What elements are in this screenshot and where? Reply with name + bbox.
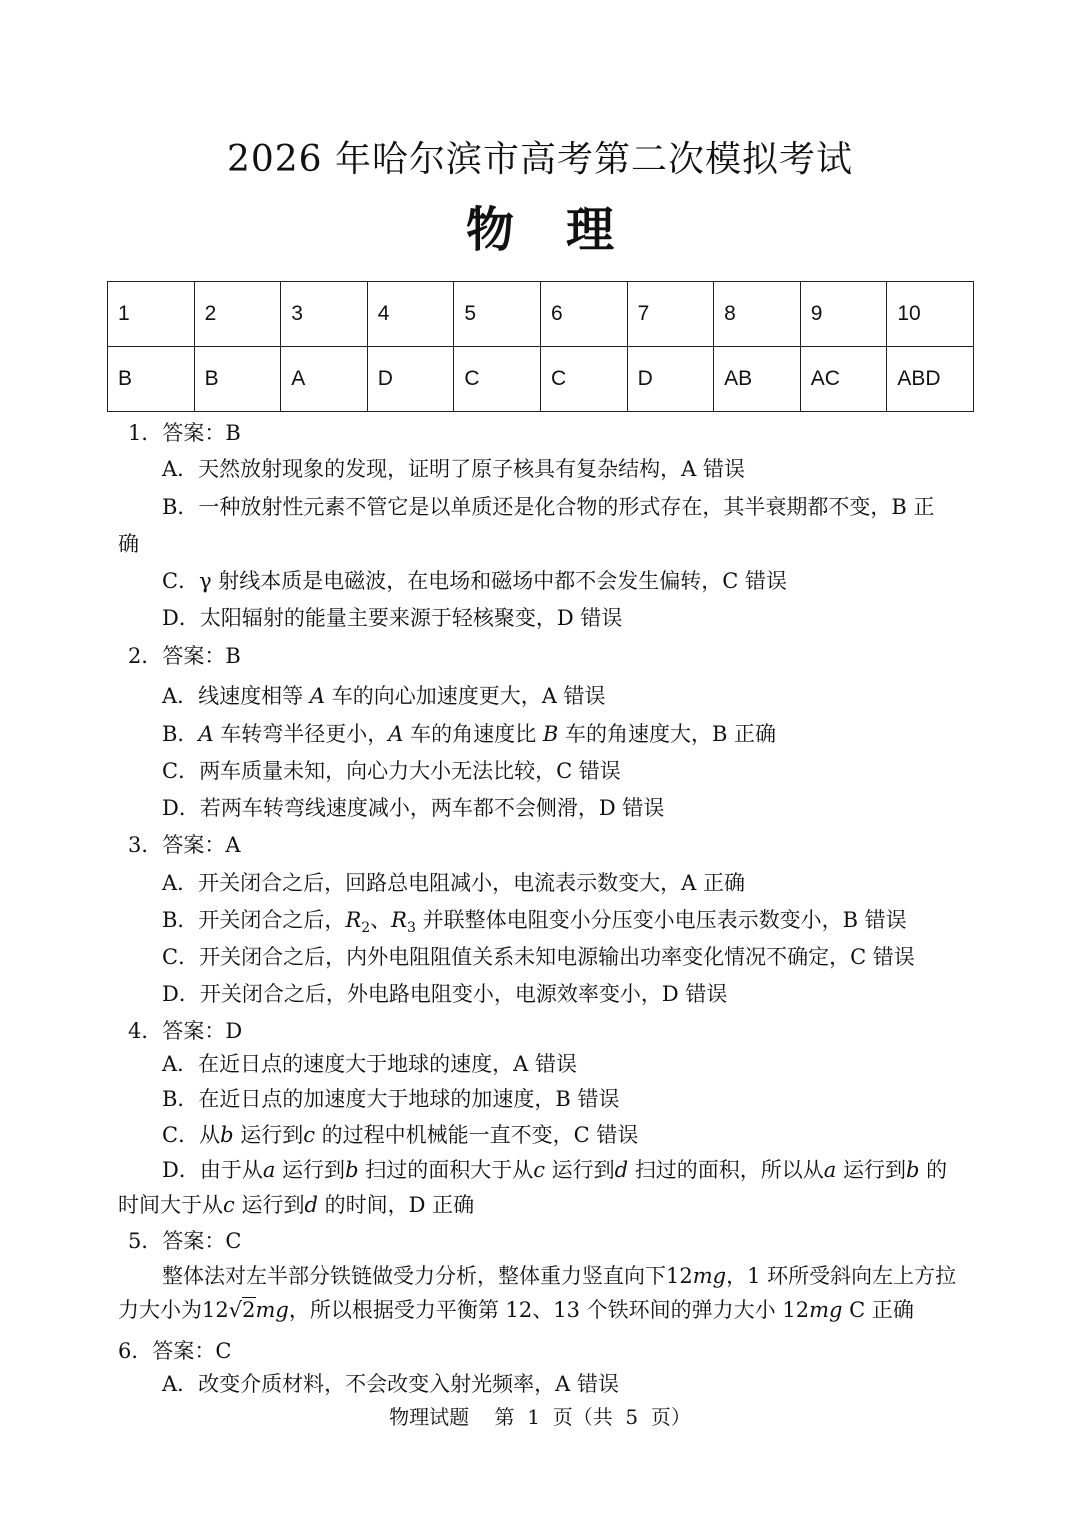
q1-option-b-line2: 确 — [118, 532, 139, 556]
question-number-cell: 4 — [367, 282, 454, 347]
question-number-cell: 7 — [627, 282, 714, 347]
q3-option-a: A．开关闭合之后，回路总电阻减小，电流表示数变大，A 正确 — [162, 871, 746, 895]
q4-answer-heading: 4．答案：D — [128, 1019, 243, 1043]
q6-option-a: A．改变介质材料，不会改变入射光频率，A 错误 — [162, 1372, 620, 1396]
question-number-cell: 9 — [800, 282, 887, 347]
answer-cell: C — [540, 347, 627, 412]
q2-option-d: D．若两车转弯线速度减小，两车都不会侧滑，D 错误 — [162, 796, 665, 820]
q2-option-a: A．线速度相等 A 车的向心加速度更大，A 错误 — [162, 684, 606, 708]
answer-cell: AC — [800, 347, 887, 412]
q2-option-b: B．A 车转弯半径更小，A 车的角速度比 B 车的角速度大，B 正确 — [162, 722, 777, 746]
answer-cell: A — [281, 347, 368, 412]
answer-cell: D — [367, 347, 454, 412]
q6-answer-heading: 6．答案：C — [118, 1339, 232, 1363]
q4-option-c: C．从b 运行到c 的过程中机械能一直不变，C 错误 — [162, 1123, 639, 1147]
question-number-cell: 3 — [281, 282, 368, 347]
q4-option-d-line1: D．由于从a 运行到b 扫过的面积大于从c 运行到d 扫过的面积，所以从a 运行到b 的 — [162, 1158, 948, 1182]
q4-option-d-line2: 时间大于从c 运行到d 的时间，D 正确 — [118, 1193, 475, 1217]
q2-answer-heading: 2．答案：B — [128, 644, 241, 668]
q1-option-a: A．天然放射现象的发现，证明了原子核具有复杂结构，A 错误 — [162, 457, 746, 481]
question-number-cell: 10 — [887, 282, 974, 347]
q3-option-c: C．开关闭合之后，内外电阻阻值关系未知电源输出功率变化情况不确定，C 错误 — [162, 945, 915, 969]
q1-option-c: C．γ 射线本质是电磁波，在电场和磁场中都不会发生偏转，C 错误 — [162, 569, 788, 593]
answer-table — [107, 281, 974, 412]
q4-option-a: A．在近日点的速度大于地球的速度，A 错误 — [162, 1052, 578, 1076]
q4-option-b: B．在近日点的加速度大于地球的加速度，B 错误 — [162, 1087, 620, 1111]
answer-cell: AB — [714, 347, 801, 412]
q5-explanation-line2: 力大小为12√2mg，所以根据受力平衡第 12、13 个铁环间的弹力大小 12mg C 正确 — [118, 1298, 914, 1322]
question-number-cell: 5 — [454, 282, 541, 347]
q1-option-b-line1: B．一种放射性元素不管它是以单质还是化合物的形式存在，其半衰期都不变，B 正 — [162, 495, 935, 519]
answer-cell: B — [108, 347, 195, 412]
question-number-cell: 1 — [108, 282, 195, 347]
q2-option-c: C．两车质量未知，向心力大小无法比较，C 错误 — [162, 759, 621, 783]
answer-cell: B — [194, 347, 281, 412]
page-footer: 物理试题 第 1 页（共 5 页） — [389, 1405, 691, 1429]
q1-option-d: D．太阳辐射的能量主要来源于轻核聚变，D 错误 — [162, 606, 623, 630]
question-number-cell: 2 — [194, 282, 281, 347]
answer-cell: C — [454, 347, 541, 412]
answer-table-number-row — [108, 282, 974, 347]
answer-cell: D — [627, 347, 714, 412]
answer-cell: ABD — [887, 347, 974, 412]
answer-table-answer-row — [108, 347, 974, 412]
sqrt-symbol: √ — [228, 1298, 243, 1322]
exam-title: 2026 年哈尔滨市高考第二次模拟考试 — [226, 139, 854, 180]
subject-char-1: 物 — [465, 202, 514, 258]
q5-answer-heading: 5．答案：C — [128, 1229, 242, 1253]
subject-char-2: 理 — [566, 202, 615, 258]
q3-option-d: D．开关闭合之后，外电路电阻变小，电源效率变小，D 错误 — [162, 982, 728, 1006]
question-number-cell: 8 — [714, 282, 801, 347]
q3-option-b: B．开关闭合之后，$R_2$、$R_3$ 并联整体电阻变小分压变小电压表示数变小，B 错误 — [162, 908, 907, 937]
q1-answer-heading: 1．答案：B — [128, 421, 241, 445]
question-number-cell: 6 — [540, 282, 627, 347]
q5-explanation-line1: 整体法对左半部分铁链做受力分析，整体重力竖直向下12mg，1 环所受斜向左上方拉 — [162, 1264, 957, 1288]
q3-answer-heading: 3．答案：A — [128, 833, 241, 857]
subject-title — [0, 198, 1080, 262]
